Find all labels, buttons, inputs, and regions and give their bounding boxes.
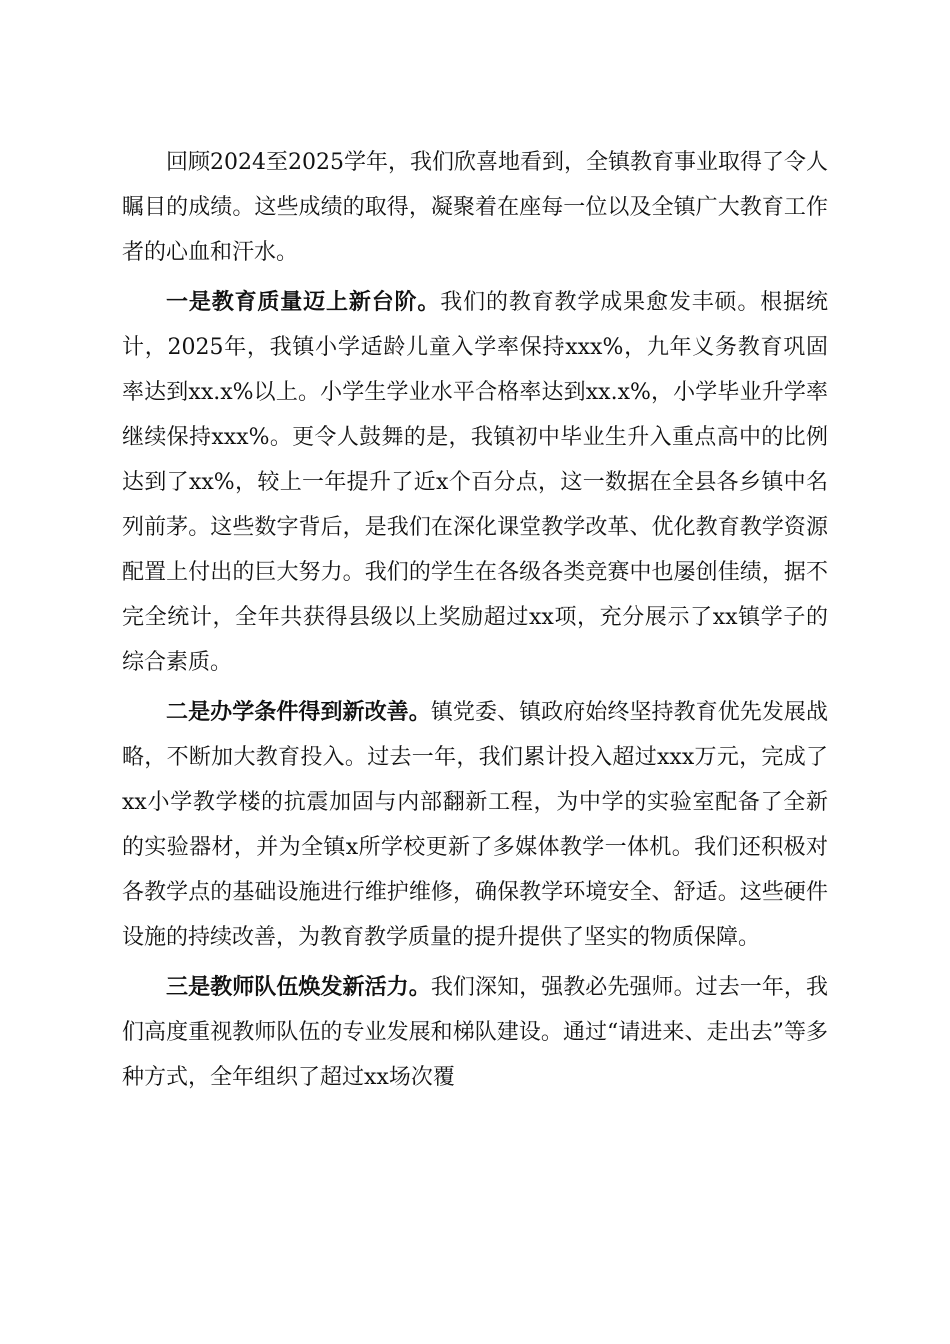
paragraph-text: 回顾2024至2025学年，我们欣喜地看到，全镇教育事业取得了令人瞩目的成绩。这些成绩的取得，凝聚着在座每一位以及全镇广大教育工作者的心血和汗水。 bbox=[122, 150, 828, 265]
paragraph-intro bbox=[122, 140, 828, 275]
paragraph-text: 镇党委、镇政府始终坚持教育优先发展战略，不断加大教育投入。过去一年，我们累计投入超过xxx万元，完成了xx小学教学楼的抗震加固与内部翻新工程，为中学的实验室配备了全新的实验器材，并为全镇x所学校更新了多媒体教学一体机。我们还积极对各教学点的基础设施进行维护维修，确保教学环境安全、舒适。这些硬件设施的持续改善，为教育教学质量的提升提供了坚实的物质保障。 bbox=[122, 700, 828, 950]
paragraph-text: 我们的教育教学成果愈发丰硕。根据统计，2025年，我镇小学适龄儿童入学率保持xxx%，九年义务教育巩固率达到xx.x%以上。小学生学业水平合格率达到xx.x%，小学毕业升学率继续保持xxx%。更令人鼓舞的是，我镇初中毕业生升入重点高中的比例达到了xx%，较上一年提升了近x个百分点，这一数据在全县各乡镇中名列前茅。这些数字背后，是我们在深化课堂教学改革、优化教育教学资源配置上付出的巨大努力。我们的学生在各级各类竞赛中也屡创佳绩，据不完全统计，全年共获得县级以上奖励超过xx项，充分展示了xx镇学子的综合素质。 bbox=[122, 290, 828, 675]
paragraph-teacher-team bbox=[122, 965, 828, 1100]
paragraph-text: 我们深知，强教必先强师。过去一年，我们高度重视教师队伍的专业发展和梯队建设。通过“请进来、走出去”等多种方式，全年组织了超过xx场次覆 bbox=[122, 975, 828, 1090]
paragraph-lead: 一是教育质量迈上新台阶。 bbox=[166, 289, 441, 315]
paragraph-school-conditions bbox=[122, 690, 828, 960]
paragraph-education-quality bbox=[122, 280, 828, 685]
paragraph-lead: 二是办学条件得到新改善。 bbox=[166, 699, 431, 725]
document-body bbox=[122, 140, 828, 1105]
paragraph-lead: 三是教师队伍焕发新活力。 bbox=[166, 974, 431, 1000]
